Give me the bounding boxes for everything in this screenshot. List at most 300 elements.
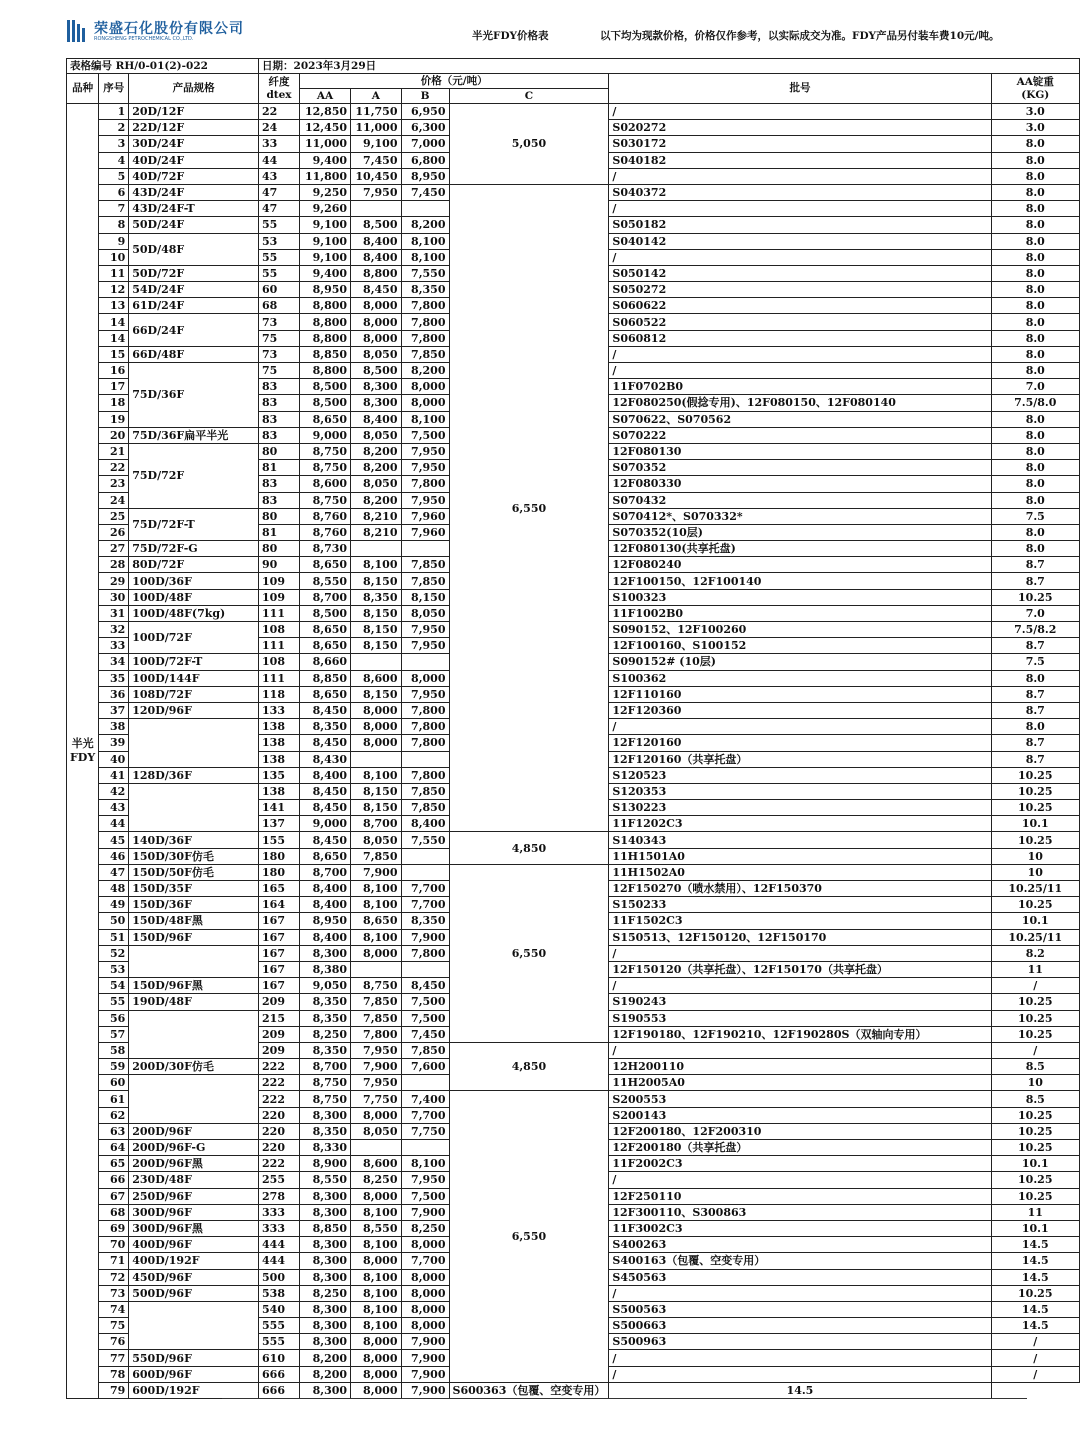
weight-cell: 10.25	[991, 1123, 1079, 1139]
price-b-cell: 7,950	[401, 492, 449, 508]
dtex-cell: 109	[259, 573, 300, 589]
spec-cell: 150D/48F黑	[129, 913, 259, 929]
dtex-cell: 33	[259, 136, 300, 152]
price-aa-cell: 8,750	[300, 1091, 351, 1107]
company-logo	[66, 18, 244, 46]
price-b-cell: 7,500	[401, 994, 449, 1010]
batch-cell: /	[609, 1285, 991, 1301]
batch-cell: 12F080250(假捻专用)、12F080150、12F080140	[609, 395, 991, 411]
weight-cell: 10.1	[991, 913, 1079, 929]
batch-cell: 12F200180、12F200310	[609, 1123, 991, 1139]
price-aa-cell: 11,800	[300, 168, 351, 184]
table-row	[67, 1382, 1080, 1398]
weight-cell: 10	[991, 848, 1079, 864]
weight-cell: 14.5	[991, 1237, 1079, 1253]
price-aa-cell: 8,500	[300, 379, 351, 395]
price-note: 以下均为现款价格，价格仅作参考，以实际成交为准。FDY产品另付装车费10元/吨。	[600, 30, 1000, 42]
price-a-cell: 11,000	[351, 120, 401, 136]
price-b-cell	[401, 1075, 449, 1091]
price-aa-cell: 8,500	[300, 395, 351, 411]
price-a-cell: 7,900	[351, 864, 401, 880]
price-a-cell: 8,150	[351, 783, 401, 799]
spec-cell: 100D/36F	[129, 573, 259, 589]
dtex-cell: 55	[259, 265, 300, 281]
price-aa-cell: 8,300	[300, 1334, 351, 1350]
dtex-cell: 180	[259, 848, 300, 864]
price-aa-cell: 8,700	[300, 864, 351, 880]
price-b-cell: 7,800	[401, 767, 449, 783]
weight-cell: 14.5	[609, 1382, 991, 1398]
price-c-cell: 6,550	[449, 184, 609, 832]
price-b-cell: 8,000	[401, 1269, 449, 1285]
price-aa-cell: 8,850	[300, 346, 351, 362]
weight-cell: 10.25	[991, 994, 1079, 1010]
batch-cell: /	[609, 1042, 991, 1058]
seq-cell: 47	[99, 864, 129, 880]
seq-cell: 22	[99, 460, 129, 476]
dtex-cell: 222	[259, 1156, 300, 1172]
price-a-cell: 8,000	[351, 1382, 401, 1398]
batch-cell: 12F150120（共享托盘）、12F150170（共享托盘）	[609, 961, 991, 977]
seq-cell: 55	[99, 994, 129, 1010]
dtex-cell: 167	[259, 929, 300, 945]
price-b-cell: 7,700	[401, 1107, 449, 1123]
company-name-en: RONGSHENG PETROCHEMICAL CO.,LTD.	[94, 36, 194, 42]
seq-cell: 67	[99, 1188, 129, 1204]
price-aa-cell: 8,380	[300, 961, 351, 977]
table-row	[67, 864, 1080, 880]
weight-cell: 7.0	[991, 605, 1079, 621]
price-b-cell: 8,250	[401, 1220, 449, 1236]
spec-cell: 500D/96F	[129, 1285, 259, 1301]
price-b-cell: 7,850	[401, 1042, 449, 1058]
price-a-cell: 8,000	[351, 1366, 401, 1382]
spec-cell: 30D/24F	[129, 136, 259, 152]
dtex-cell: 47	[259, 201, 300, 217]
price-a-cell: 8,200	[351, 492, 401, 508]
dtex-cell: 75	[259, 363, 300, 379]
page-title: 半光FDY价格表	[472, 30, 549, 42]
price-b-cell: 7,950	[401, 460, 449, 476]
price-aa-cell: 8,350	[300, 994, 351, 1010]
dtex-cell: 222	[259, 1075, 300, 1091]
dtex-cell: 83	[259, 395, 300, 411]
price-a-cell: 8,000	[351, 702, 401, 718]
spec-cell	[129, 1301, 259, 1350]
batch-cell: 12F100160、S100152	[609, 638, 991, 654]
price-aa-cell: 8,450	[300, 702, 351, 718]
price-aa-cell: 8,300	[300, 1253, 351, 1269]
price-a-cell: 8,150	[351, 800, 401, 816]
seq-cell: 43	[99, 800, 129, 816]
price-a-cell: 11,750	[351, 104, 401, 120]
weight-cell: 7.0	[991, 379, 1079, 395]
dtex-cell: 333	[259, 1204, 300, 1220]
price-aa-cell: 8,300	[300, 1188, 351, 1204]
price-aa-cell: 8,650	[300, 848, 351, 864]
price-b-cell: 7,800	[401, 330, 449, 346]
batch-cell: S190553	[609, 1010, 991, 1026]
dtex-cell: 444	[259, 1253, 300, 1269]
price-a-cell: 7,950	[351, 1075, 401, 1091]
price-b-cell: 7,960	[401, 508, 449, 524]
price-aa-cell: 8,650	[300, 411, 351, 427]
weight-cell: 11	[991, 1204, 1079, 1220]
spec-cell: 200D/30F仿毛	[129, 1059, 259, 1075]
batch-cell: S070412*、S070332*	[609, 508, 991, 524]
price-a-cell: 7,900	[351, 1059, 401, 1075]
spec-cell: 75D/72F-T	[129, 508, 259, 540]
seq-cell: 68	[99, 1204, 129, 1220]
seq-cell: 20	[99, 427, 129, 443]
dtex-cell: 141	[259, 800, 300, 816]
weight-cell: 8.0	[991, 427, 1079, 443]
batch-cell: 12F080130(共享托盘)	[609, 541, 991, 557]
price-aa-cell: 8,850	[300, 670, 351, 686]
dtex-cell: 555	[259, 1334, 300, 1350]
weight-cell: 8.0	[991, 201, 1079, 217]
price-b-cell: 7,950	[401, 622, 449, 638]
col-header-aa: AA	[300, 89, 351, 104]
batch-cell: /	[609, 104, 991, 120]
batch-cell: S100362	[609, 670, 991, 686]
dtex-cell: 167	[259, 913, 300, 929]
spec-cell: 100D/72F-T	[129, 654, 259, 670]
price-b-cell: 8,200	[401, 363, 449, 379]
spec-cell: 54D/24F	[129, 282, 259, 298]
price-aa-cell: 8,600	[300, 476, 351, 492]
seq-cell: 41	[99, 767, 129, 783]
price-a-cell: 8,800	[351, 265, 401, 281]
dtex-cell: 538	[259, 1285, 300, 1301]
price-aa-cell: 8,650	[300, 686, 351, 702]
weight-cell: 10.25	[991, 783, 1079, 799]
seq-cell: 31	[99, 605, 129, 621]
dtex-cell: 165	[259, 881, 300, 897]
spec-cell: 150D/36F	[129, 897, 259, 913]
price-aa-cell: 8,800	[300, 314, 351, 330]
price-aa-cell: 8,900	[300, 1156, 351, 1172]
price-a-cell: 8,100	[351, 929, 401, 945]
dtex-cell: 220	[259, 1140, 300, 1156]
dtex-cell: 111	[259, 638, 300, 654]
spec-cell: 75D/72F-G	[129, 541, 259, 557]
price-b-cell: 7,950	[401, 638, 449, 654]
price-aa-cell: 8,300	[300, 1382, 351, 1398]
dtex-cell: 155	[259, 832, 300, 848]
price-aa-cell: 8,760	[300, 524, 351, 540]
weight-cell: 10.25	[991, 897, 1079, 913]
weight-cell: 10.1	[991, 816, 1079, 832]
dtex-cell: 24	[259, 120, 300, 136]
dtex-cell: 540	[259, 1301, 300, 1317]
spec-cell: 75D/36F	[129, 363, 259, 428]
batch-cell: S130223	[609, 800, 991, 816]
price-b-cell: 7,000	[401, 136, 449, 152]
seq-cell: 29	[99, 573, 129, 589]
weight-cell: 8.0	[991, 136, 1079, 152]
batch-cell: /	[609, 249, 991, 265]
price-aa-cell: 8,300	[300, 1237, 351, 1253]
spec-cell: 140D/36F	[129, 832, 259, 848]
price-aa-cell: 8,660	[300, 654, 351, 670]
table-row	[67, 832, 1080, 848]
batch-cell: S070352(10层)	[609, 524, 991, 540]
price-b-cell	[401, 864, 449, 880]
dtex-cell: 133	[259, 702, 300, 718]
seq-cell: 30	[99, 589, 129, 605]
price-a-cell: 7,800	[351, 1026, 401, 1042]
dtex-cell: 43	[259, 168, 300, 184]
spec-cell: 50D/24F	[129, 217, 259, 233]
dtex-cell: 220	[259, 1123, 300, 1139]
price-b-cell	[401, 541, 449, 557]
price-b-cell: 7,500	[401, 1188, 449, 1204]
price-a-cell: 8,000	[351, 1350, 401, 1366]
batch-cell: S030172	[609, 136, 991, 152]
price-aa-cell: 8,650	[300, 638, 351, 654]
seq-cell: 18	[99, 395, 129, 411]
dtex-cell: 209	[259, 994, 300, 1010]
batch-cell: 12H200110	[609, 1059, 991, 1075]
price-a-cell: 8,000	[351, 1107, 401, 1123]
price-a-cell: 8,400	[351, 411, 401, 427]
price-aa-cell: 8,400	[300, 897, 351, 913]
price-a-cell: 10,450	[351, 168, 401, 184]
price-b-cell: 8,400	[401, 816, 449, 832]
dtex-cell: 220	[259, 1107, 300, 1123]
batch-cell: /	[609, 945, 991, 961]
seq-cell: 42	[99, 783, 129, 799]
price-aa-cell: 8,350	[300, 719, 351, 735]
spec-cell: 200D/96F	[129, 1123, 259, 1139]
price-a-cell: 7,850	[351, 848, 401, 864]
spec-cell: 150D/96F黑	[129, 978, 259, 994]
price-b-cell: 8,150	[401, 589, 449, 605]
price-aa-cell: 8,450	[300, 832, 351, 848]
table-row	[67, 184, 1080, 200]
batch-cell: 12F080130	[609, 443, 991, 459]
batch-cell: 12F120160	[609, 735, 991, 751]
seq-cell: 54	[99, 978, 129, 994]
price-a-cell: 8,100	[351, 1318, 401, 1334]
price-a-cell	[351, 961, 401, 977]
price-b-cell: 7,450	[401, 1026, 449, 1042]
price-aa-cell: 8,330	[300, 1140, 351, 1156]
price-a-cell: 7,750	[351, 1091, 401, 1107]
dtex-cell: 109	[259, 589, 300, 605]
weight-cell: 8.0	[991, 670, 1079, 686]
price-aa-cell: 8,250	[300, 1026, 351, 1042]
price-aa-cell: 8,800	[300, 298, 351, 314]
dtex-cell: 108	[259, 654, 300, 670]
price-b-cell: 7,600	[401, 1059, 449, 1075]
price-b-cell: 6,300	[401, 120, 449, 136]
weight-cell: 8.0	[991, 443, 1079, 459]
price-a-cell: 8,050	[351, 427, 401, 443]
batch-cell: 11H1501A0	[609, 848, 991, 864]
dtex-cell: 111	[259, 605, 300, 621]
price-b-cell: 8,000	[401, 395, 449, 411]
price-aa-cell: 8,400	[300, 929, 351, 945]
dtex-cell: 83	[259, 492, 300, 508]
price-b-cell	[401, 654, 449, 670]
price-a-cell: 8,300	[351, 395, 401, 411]
price-a-cell: 8,210	[351, 508, 401, 524]
seq-cell: 75	[99, 1318, 129, 1334]
price-b-cell: 7,850	[401, 573, 449, 589]
seq-cell: 35	[99, 670, 129, 686]
price-a-cell: 8,100	[351, 881, 401, 897]
seq-cell: 77	[99, 1350, 129, 1366]
weight-cell: 8.0	[991, 152, 1079, 168]
dtex-cell: 500	[259, 1269, 300, 1285]
batch-cell: S050142	[609, 265, 991, 281]
price-b-cell: 7,900	[401, 1350, 449, 1366]
price-a-cell: 8,100	[351, 1237, 401, 1253]
batch-cell: 12F150270（喷水禁用）、12F150370	[609, 881, 991, 897]
price-aa-cell: 9,100	[300, 233, 351, 249]
col-header-weight: AA锭重 (KG)	[991, 74, 1079, 104]
dtex-cell: 555	[259, 1318, 300, 1334]
price-b-cell: 8,100	[401, 233, 449, 249]
dtex-cell: 135	[259, 767, 300, 783]
price-aa-cell: 8,730	[300, 541, 351, 557]
price-aa-cell: 9,050	[300, 978, 351, 994]
seq-cell: 79	[99, 1382, 129, 1398]
weight-cell: 8.0	[991, 249, 1079, 265]
price-b-cell: 7,450	[401, 184, 449, 200]
dtex-cell: 164	[259, 897, 300, 913]
price-a-cell: 8,750	[351, 978, 401, 994]
weight-cell: 10.1	[991, 1156, 1079, 1172]
batch-cell: S100323	[609, 589, 991, 605]
batch-cell: S150513、12F150120、12F150170	[609, 929, 991, 945]
weight-cell: 14.5	[991, 1318, 1079, 1334]
price-a-cell	[351, 751, 401, 767]
dtex-cell: 167	[259, 961, 300, 977]
price-aa-cell: 8,700	[300, 1059, 351, 1075]
dtex-cell: 47	[259, 184, 300, 200]
price-aa-cell: 9,400	[300, 152, 351, 168]
seq-cell: 13	[99, 298, 129, 314]
price-b-cell: 6,800	[401, 152, 449, 168]
spec-cell: 100D/48F(7kg)	[129, 605, 259, 621]
spec-cell: 550D/96F	[129, 1350, 259, 1366]
batch-cell: S200143	[609, 1107, 991, 1123]
weight-cell: 3.0	[991, 120, 1079, 136]
weight-cell: 10.1	[991, 1220, 1079, 1236]
seq-cell: 74	[99, 1301, 129, 1317]
spec-cell: 150D/35F	[129, 881, 259, 897]
seq-cell: 40	[99, 751, 129, 767]
batch-cell: 11F2002C3	[609, 1156, 991, 1172]
price-a-cell: 8,700	[351, 816, 401, 832]
price-b-cell: 7,800	[401, 298, 449, 314]
seq-cell: 14	[99, 314, 129, 330]
price-b-cell: 8,100	[401, 249, 449, 265]
seq-cell: 34	[99, 654, 129, 670]
batch-cell: 12F190180、12F190210、12F190280S（双轴向专用）	[609, 1026, 991, 1042]
price-a-cell	[351, 654, 401, 670]
price-aa-cell: 8,450	[300, 783, 351, 799]
weight-cell: 8.7	[991, 638, 1079, 654]
spec-cell: 66D/48F	[129, 346, 259, 362]
weight-cell: 3.0	[991, 104, 1079, 120]
price-b-cell: 7,550	[401, 265, 449, 281]
batch-cell: S150233	[609, 897, 991, 913]
batch-cell: S450563	[609, 1269, 991, 1285]
spec-cell: 190D/48F	[129, 994, 259, 1010]
weight-cell: /	[991, 1350, 1079, 1366]
price-a-cell: 8,100	[351, 1269, 401, 1285]
price-a-cell: 8,050	[351, 476, 401, 492]
dtex-cell: 137	[259, 816, 300, 832]
dtex-cell: 138	[259, 719, 300, 735]
spec-cell: 100D/144F	[129, 670, 259, 686]
price-aa-cell: 8,950	[300, 282, 351, 298]
price-b-cell: 7,950	[401, 1172, 449, 1188]
weight-cell: 10.25	[991, 1026, 1079, 1042]
dtex-cell: 167	[259, 945, 300, 961]
weight-cell: 10.25	[991, 1172, 1079, 1188]
seq-cell: 19	[99, 411, 129, 427]
dtex-cell: 55	[259, 217, 300, 233]
seq-cell: 76	[99, 1334, 129, 1350]
seq-cell: 37	[99, 702, 129, 718]
dtex-cell: 180	[259, 864, 300, 880]
price-b-cell: 8,000	[401, 1237, 449, 1253]
seq-cell: 14	[99, 330, 129, 346]
batch-cell: 12F110160	[609, 686, 991, 702]
batch-cell: S500963	[609, 1334, 991, 1350]
price-b-cell: 8,000	[401, 1318, 449, 1334]
price-aa-cell: 8,450	[300, 735, 351, 751]
price-aa-cell: 8,800	[300, 330, 351, 346]
seq-cell: 1	[99, 104, 129, 120]
price-a-cell: 7,850	[351, 994, 401, 1010]
dtex-cell: 255	[259, 1172, 300, 1188]
price-b-cell: 7,850	[401, 557, 449, 573]
batch-cell: S050182	[609, 217, 991, 233]
price-a-cell: 8,150	[351, 573, 401, 589]
price-a-cell: 8,000	[351, 314, 401, 330]
price-aa-cell: 8,550	[300, 1172, 351, 1188]
weight-cell: /	[991, 978, 1079, 994]
spec-cell: 22D/12F	[129, 120, 259, 136]
dtex-cell: 55	[259, 249, 300, 265]
batch-cell: 11F1502C3	[609, 913, 991, 929]
dtex-cell: 83	[259, 379, 300, 395]
dtex-cell: 222	[259, 1059, 300, 1075]
price-aa-cell: 11,000	[300, 136, 351, 152]
price-b-cell: 8,100	[401, 411, 449, 427]
seq-cell: 64	[99, 1140, 129, 1156]
price-aa-cell: 8,750	[300, 492, 351, 508]
seq-cell: 51	[99, 929, 129, 945]
weight-cell: 10.25	[991, 1188, 1079, 1204]
batch-cell: /	[609, 168, 991, 184]
seq-cell: 45	[99, 832, 129, 848]
seq-cell: 3	[99, 136, 129, 152]
price-a-cell: 8,000	[351, 735, 401, 751]
dtex-cell: 138	[259, 735, 300, 751]
price-b-cell: 7,850	[401, 800, 449, 816]
spec-cell	[129, 719, 259, 768]
price-aa-cell: 12,850	[300, 104, 351, 120]
dtex-cell: 22	[259, 104, 300, 120]
col-header-a: A	[351, 89, 401, 104]
